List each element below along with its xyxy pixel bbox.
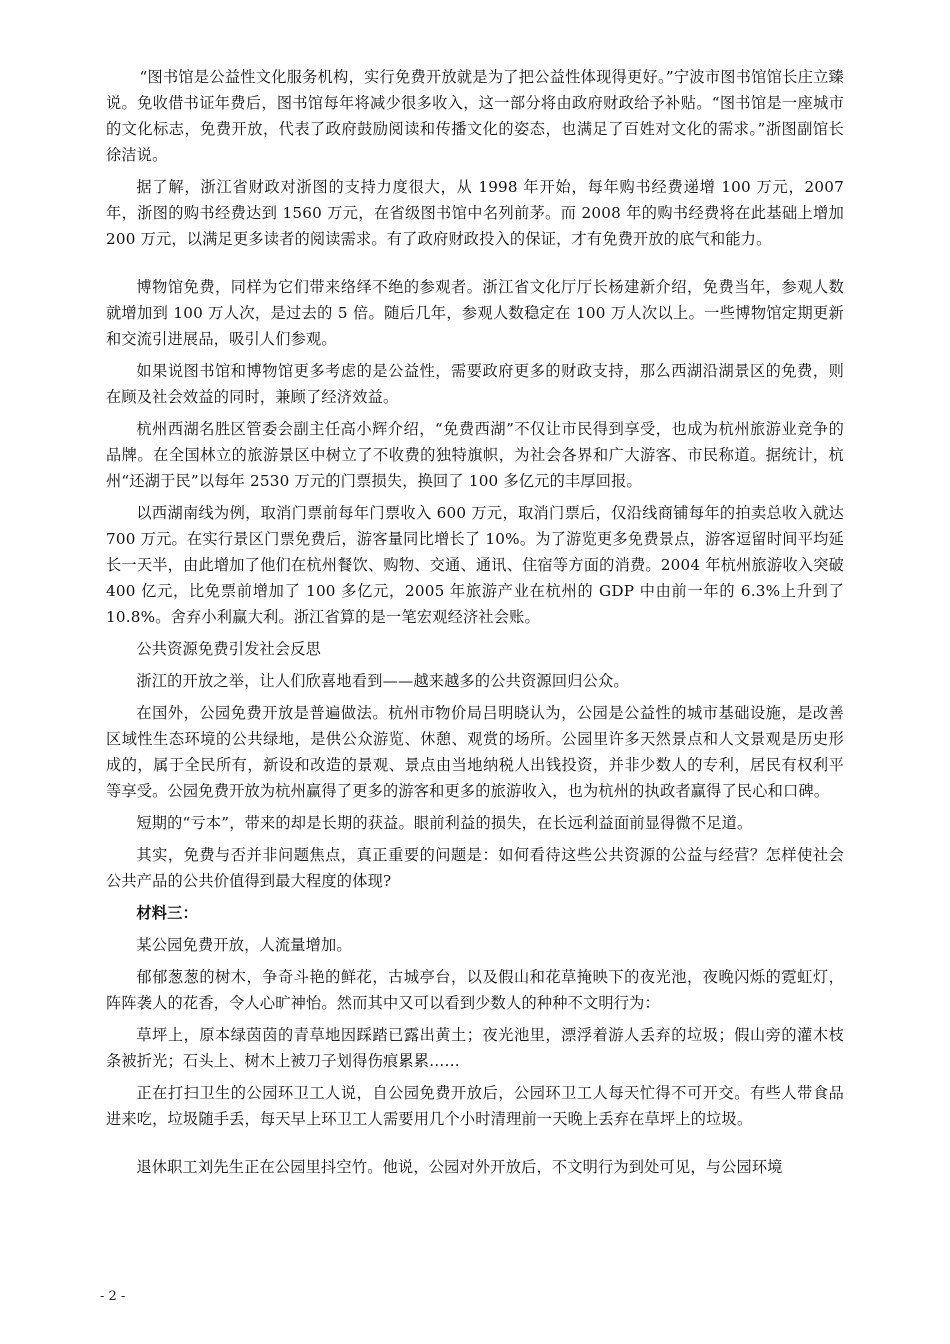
body-text xyxy=(106,64,844,1186)
paragraph-west-lake-benefit: 如果说图书馆和博物馆更多考虑的是公益性，需要政府更多的财政支持，那么西湖沿湖景区的免费，则在顾及社会效益的同时，兼顾了经济效益。 xyxy=(106,362,844,406)
paragraph-library-funding: 据了解，浙江省财政对浙图的支持力度很大，从 1998 年开始，每年购书经费递增 100 万元，2007 年，浙图的购书经费达到 1560 万元，在省级图书馆中名列前茅。而 2008 年的购书经费将在此基础上增加 200 万元，以满足更多读者的阅读需求。有了政府财政投入的保证，才有免费开放的底气和能力。 xyxy=(106,178,844,248)
paragraph-public-resources: 浙江的开放之举，让人们欣喜地看到——越来越多的公共资源回归公众。 xyxy=(136,672,629,690)
paragraph-library-quote: “图书馆是公益性文化服务机构，实行免费开放就是为了把公益性体现得更好。”宁波市图书馆馆长庄立臻说。免收借书证年费后，图书馆每年将减少很多收入，这一部分将由政府财政给予补贴。“图书馆是一座城市的文化标志，免费开放，代表了政府鼓励阅读和传播文化的姿态，也满足了百姓对文化的需求。”浙图副馆长徐洁说。 xyxy=(106,68,844,164)
paragraph-park-damage: 草坪上，原本绿茵茵的青草地因踩踏已露出黄土；夜光池里，漂浮着游人丢弃的垃圾；假山旁的灌木枝条被折光；石头上、树木上被刀子划得伤痕累累…… xyxy=(106,1026,844,1070)
section-subtitle: 公共资源免费引发社会反思 xyxy=(136,640,322,658)
paragraph-short-term-loss: 短期的“亏本”，带来的却是长期的获益。眼前利益的损失，在长远利益面前显得微不足道。 xyxy=(136,814,753,832)
paragraph-west-lake-brand: 杭州西湖名胜区管委会副主任高小辉介绍，“免费西湖”不仅让市民得到享受，也成为杭州旅游业竞争的品牌。在全国林立的旅游景区中树立了不收费的独特旗帜，为社会各界和广大游客、市民称道。据统计，杭州“还湖于民”以每年 2530 万元的门票损失，换回了 100 多亿元的丰厚回报。 xyxy=(106,420,844,490)
paragraph-park-crowd: 某公园免费开放，人流量增加。 xyxy=(136,936,352,954)
paragraph-retiree: 退休职工刘先生正在公园里抖空竹。他说，公园对外开放后，不文明行为到处可见，与公园环境 xyxy=(136,1158,783,1176)
page-number: - 2 - xyxy=(100,1289,126,1304)
material-three-heading: 材料三： xyxy=(136,904,198,922)
paragraph-park-scenery: 郁郁葱葱的树木，争奇斗艳的鲜花，古城亭台，以及假山和花草掩映下的夜光池，夜晚闪烁的霓虹灯，阵阵袭人的花香，令人心旷神怡。然而其中又可以看到少数人的种种不文明行为： xyxy=(106,968,844,1012)
paragraph-key-question: 其实，免费与否并非问题焦点，真正重要的问题是：如何看待这些公共资源的公益与经营？怎样使社会公共产品的公共价值得到最大程度的体现? xyxy=(106,846,844,890)
paragraph-west-lake-revenue: 以西湖南线为例，取消门票前每年门票收入 600 万元，取消门票后，仅沿线商铺每年的拍卖总收入就达 700 万元。在实行景区门票免费后，游客量同比增长了 10%。为了游览更多免费景点，游客逗留时间平均延长一天半，由此增加了他们在杭州餐饮、购物、交通、通讯、住宿等方面的消费。2004 年杭州旅游收入突破 400 亿元，比免票前增加了 100 多亿元，2005 年旅游产业在杭州的 GDP 中由前一年的 6.3%上升到了 10.8%。舍弃小利赢大利。浙江省算的是一笔宏观经济社会账。 xyxy=(106,504,844,626)
paragraph-sanitation-worker: 正在打扫卫生的公园环卫工人说，自公园免费开放后，公园环卫工人每天忙得不可开交。有些人带食品进来吃，垃圾随手丢，每天早上环卫工人需要用几个小时清理前一天晚上丢弃在草坪上的垃圾。 xyxy=(106,1084,844,1128)
paragraph-museum-visitors: 博物馆免费，同样为它们带来络绎不绝的参观者。浙江省文化厅厅长杨建新介绍，免费当年，参观人数就增加到 100 万人次，是过去的 5 倍。随后几年，参观人数稳定在 100 万人次以上。一些博物馆定期更新和交流引进展品，吸引人们参观。 xyxy=(106,278,844,348)
paragraph-park-abroad: 在国外，公园免费开放是普遍做法。杭州市物价局吕明晓认为，公园是公益性的城市基础设施，是改善区域性生态环境的公共绿地，是供公众游览、休憩、观赏的场所。公园里许多天然景点和人文景观是历史形成的，属于全民所有，新设和改造的景观、景点由当地纳税人出钱投资，并非少数人的专利，居民有权利平等享受。公园免费开放为杭州赢得了更多的游客和更多的旅游收入，也为杭州的执政者赢得了民心和口碑。 xyxy=(106,704,844,800)
